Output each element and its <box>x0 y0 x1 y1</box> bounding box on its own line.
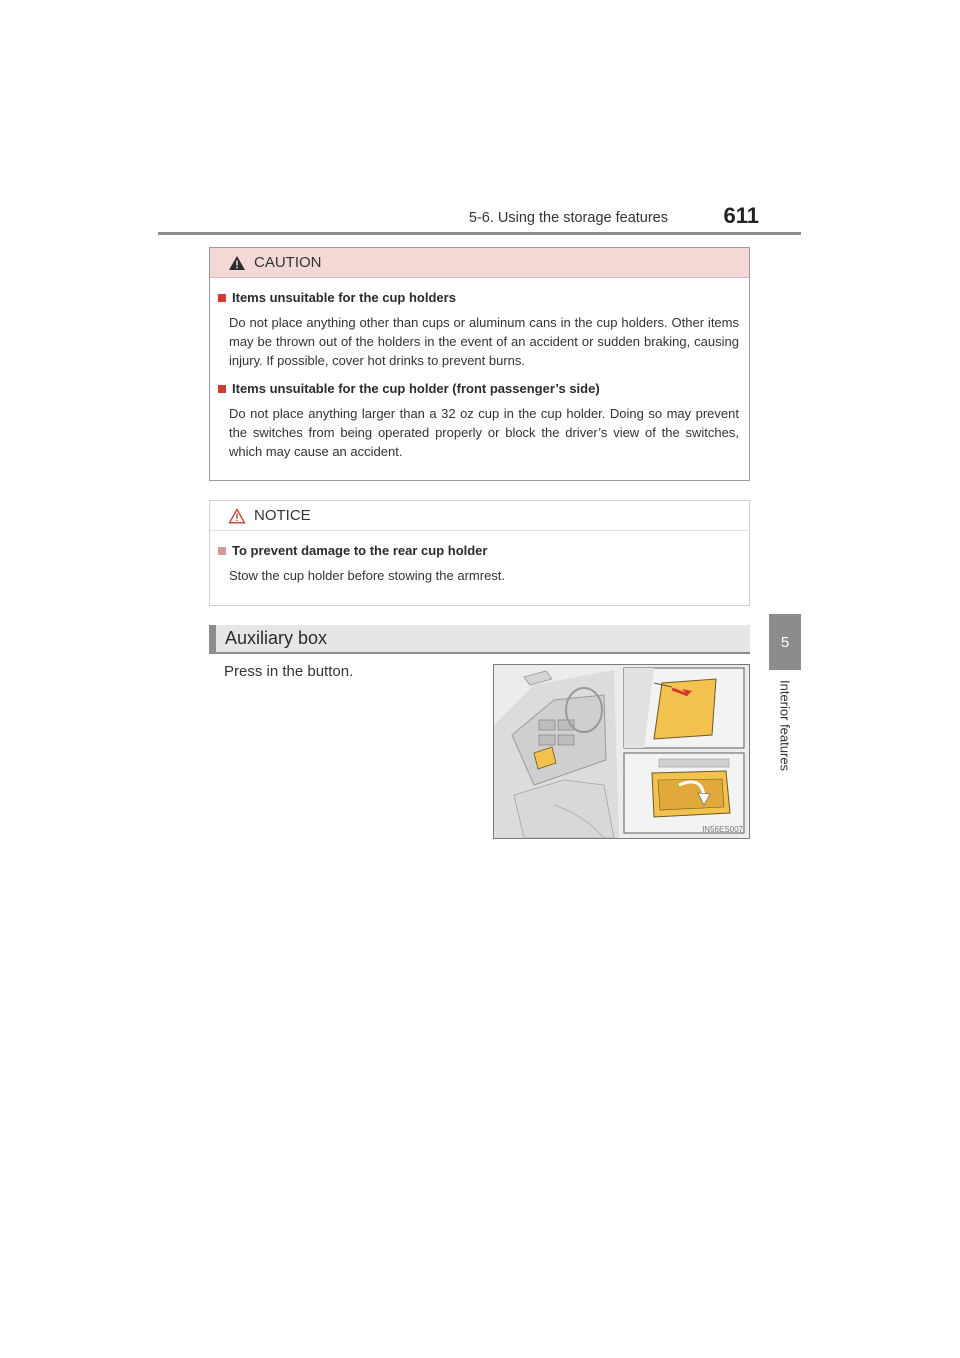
caution-item-heading: Items unsuitable for the cup holders <box>218 290 739 305</box>
caution-item-heading: Items unsuitable for the cup holder (front passenger’s side) <box>218 381 739 396</box>
bullet-square-icon <box>218 547 226 555</box>
instruction-text: Press in the button. <box>224 663 354 680</box>
caution-item-text: Do not place anything other than cups or aluminum cans in the cup holders. Other items may be thrown out of the holders in the event of an accident or sudden braking, causing injury. If possible, cover hot drinks to prevent burns. <box>229 315 739 368</box>
page-header <box>158 203 801 235</box>
caution-title: CAUTION <box>254 254 322 271</box>
warning-icon <box>228 255 246 271</box>
caution-item-text: Do not place anything larger than a 32 oz cup in the cup holder. Doing so may prevent the switches from being operated properly or block the driver’s view of the switches, which may cause an accident. <box>229 406 739 459</box>
bullet-square-icon <box>218 385 226 393</box>
dashboard-illustration <box>494 665 749 838</box>
auxiliary-box-heading: Auxiliary box <box>209 625 750 654</box>
page-number: 611 <box>723 203 759 228</box>
chapter-number: 5 <box>780 633 790 651</box>
chapter-label: Interior features <box>777 680 793 772</box>
notice-title: NOTICE <box>254 507 311 524</box>
bullet-square-icon <box>218 294 226 302</box>
notice-header <box>210 501 749 531</box>
chapter-tab <box>769 614 801 670</box>
warning-outline-icon <box>228 508 246 524</box>
notice-item-text: Stow the cup holder before stowing the armrest. <box>229 568 506 583</box>
auxiliary-box-illustration <box>493 664 750 839</box>
caution-box <box>209 247 750 481</box>
notice-box <box>209 500 750 606</box>
figure-code: IN56ES007 <box>702 825 743 834</box>
notice-item-heading: To prevent damage to the rear cup holder <box>218 543 739 558</box>
section-title: 5-6. Using the storage features <box>468 210 668 226</box>
caution-header <box>210 248 749 278</box>
